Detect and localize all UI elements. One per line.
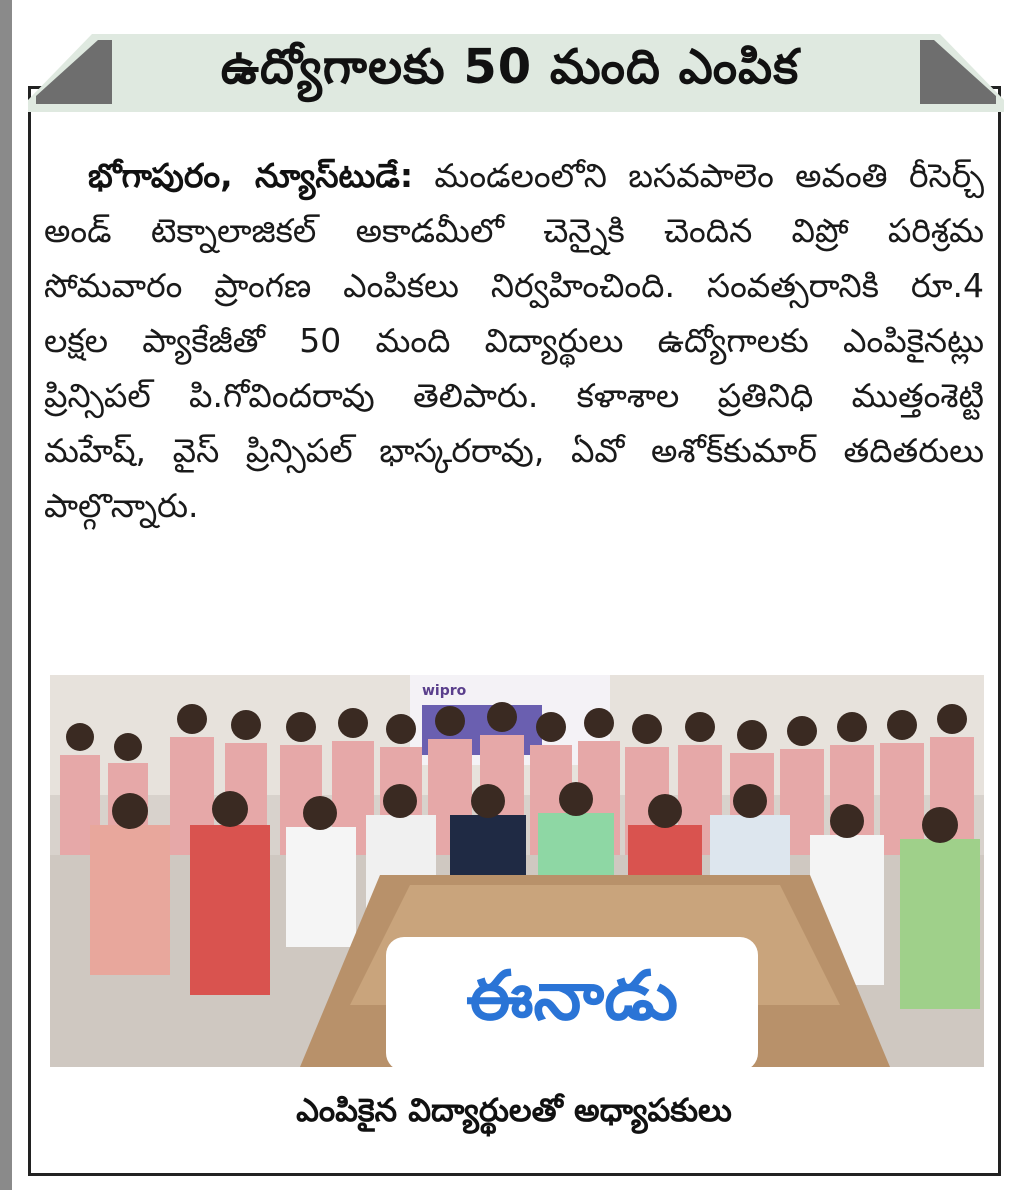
photo-caption: ఎంపికైన విద్యార్థులతో అధ్యాపకులు (296, 1091, 732, 1129)
article-text: మండలంలోని బసవపాలెం అవంతి రీసెర్చ్ అండ్ టెక్నాలాజికల్ అకాడమీలో చెన్నైకి చెందిన విప్రో పరిశ్రమ సోమవారం ప్రాంగణ ఎంపికలు నిర్వహించింది. సంవత్సరానికి రూ.4 లక్షల ప్యాకేజీతో 50 మంది విద్యార్థులు ఉద్యోగాలకు ఎంపికైనట్లు ప్రిన్సిపల్ పి.గోవిందరావు తెలిపారు. కళాశాల ప్రతినిధి ముత్తంశెట్టి మహేష్, వైస్ ప్రిన్సిపల్ భాస్కరరావు, ఏవో అశోక్‌కుమార్ తదితరులు పాల్గొన్నారు. (44, 156, 984, 525)
article-body (44, 148, 984, 533)
eenadu-watermark (386, 937, 758, 1071)
left-edge-strip (0, 0, 12, 1190)
photo-banner-text: wipro (422, 683, 467, 699)
watermark-text: ఈనాడు (465, 956, 679, 1036)
headline: ఉద్యోగాలకు 50 మంది ఎంపిక (220, 39, 800, 95)
dateline: భోగాపురం, న్యూస్‌టుడే: (88, 156, 414, 195)
